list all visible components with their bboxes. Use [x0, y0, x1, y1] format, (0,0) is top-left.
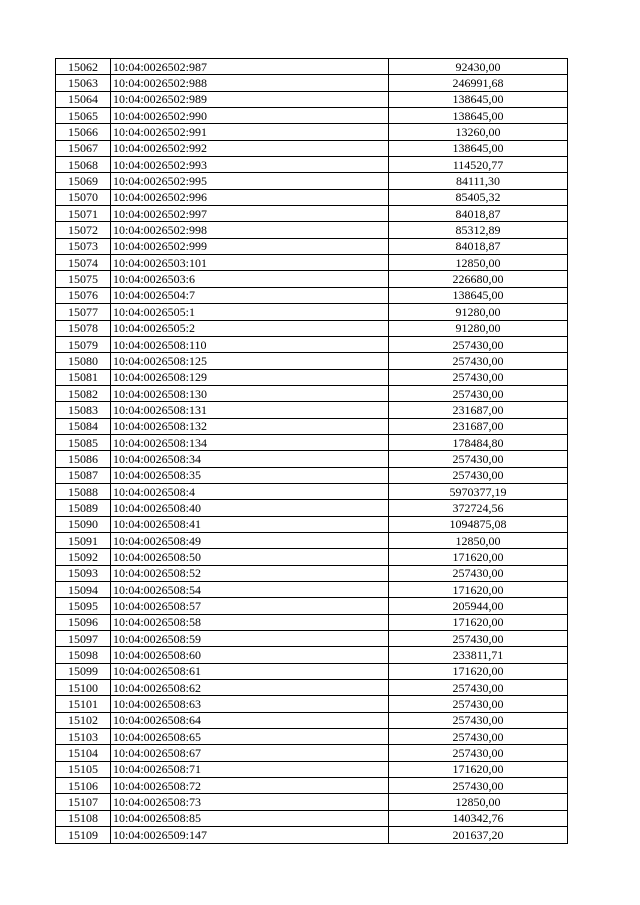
cadastral-number: 10:04:0026502:998: [111, 222, 389, 238]
row-number: 15088: [56, 483, 111, 499]
cadastral-number: 10:04:0026508:35: [111, 467, 389, 483]
table-row: [56, 140, 568, 156]
cadastral-number: 10:04:0026508:71: [111, 761, 389, 777]
table-row: [56, 549, 568, 565]
table-row: [56, 794, 568, 810]
row-number: 15090: [56, 516, 111, 532]
table-row: [56, 467, 568, 483]
row-number: 15098: [56, 647, 111, 663]
value-cell: 231687,00: [389, 402, 568, 418]
value-cell: 257430,00: [389, 712, 568, 728]
row-number: 15083: [56, 402, 111, 418]
value-cell: 12850,00: [389, 255, 568, 271]
table-row: [56, 157, 568, 173]
cadastral-number: 10:04:0026508:65: [111, 729, 389, 745]
table-row: [56, 385, 568, 401]
value-cell: 257430,00: [389, 680, 568, 696]
value-cell: 257430,00: [389, 353, 568, 369]
row-number: 15103: [56, 729, 111, 745]
table-row: [56, 827, 568, 843]
cadastral-number: 10:04:0026502:993: [111, 157, 389, 173]
cadastral-number: 10:04:0026508:110: [111, 336, 389, 352]
row-number: 15093: [56, 565, 111, 581]
table-row: [56, 729, 568, 745]
cadastral-number: 10:04:0026508:64: [111, 712, 389, 728]
row-number: 15089: [56, 500, 111, 516]
cadastral-number: 10:04:0026502:999: [111, 238, 389, 254]
cadastral-number: 10:04:0026508:63: [111, 696, 389, 712]
table-row: [56, 91, 568, 107]
value-cell: 226680,00: [389, 271, 568, 287]
table-row: [56, 696, 568, 712]
value-cell: 12850,00: [389, 794, 568, 810]
row-number: 15065: [56, 108, 111, 124]
cadastral-number: 10:04:0026502:990: [111, 108, 389, 124]
table-row: [56, 124, 568, 140]
cadastral-number: 10:04:0026502:989: [111, 91, 389, 107]
row-number: 15077: [56, 304, 111, 320]
value-cell: 257430,00: [389, 745, 568, 761]
value-cell: 91280,00: [389, 320, 568, 336]
cadastral-number: 10:04:0026502:997: [111, 206, 389, 222]
cadastral-number: 10:04:0026502:992: [111, 140, 389, 156]
cadastral-number: 10:04:0026502:988: [111, 75, 389, 91]
row-number: 15105: [56, 761, 111, 777]
value-cell: 246991,68: [389, 75, 568, 91]
row-number: 15091: [56, 532, 111, 548]
row-number: 15072: [56, 222, 111, 238]
table-row: [56, 516, 568, 532]
value-cell: 257430,00: [389, 467, 568, 483]
table-row: [56, 304, 568, 320]
cadastral-number: 10:04:0026502:996: [111, 189, 389, 205]
cadastral-number: 10:04:0026508:34: [111, 451, 389, 467]
row-number: 15084: [56, 418, 111, 434]
table-row: [56, 206, 568, 222]
value-cell: 257430,00: [389, 385, 568, 401]
cadastral-number: 10:04:0026504:7: [111, 287, 389, 303]
cadastral-number: 10:04:0026508:61: [111, 663, 389, 679]
value-cell: 84018,87: [389, 238, 568, 254]
cadastral-number: 10:04:0026508:57: [111, 598, 389, 614]
table-row: [56, 271, 568, 287]
table-row: [56, 75, 568, 91]
row-number: 15097: [56, 631, 111, 647]
row-number: 15074: [56, 255, 111, 271]
row-number: 15108: [56, 810, 111, 826]
table-row: [56, 532, 568, 548]
value-cell: 1094875,08: [389, 516, 568, 532]
table-row: [56, 745, 568, 761]
cadastral-number: 10:04:0026502:991: [111, 124, 389, 140]
value-cell: 84111,30: [389, 173, 568, 189]
table-row: [56, 189, 568, 205]
table-row: [56, 418, 568, 434]
cadastral-number: 10:04:0026502:987: [111, 59, 389, 75]
row-number: 15086: [56, 451, 111, 467]
table-row: [56, 238, 568, 254]
value-cell: 257430,00: [389, 565, 568, 581]
row-number: 15081: [56, 369, 111, 385]
table-row: [56, 582, 568, 598]
value-cell: 84018,87: [389, 206, 568, 222]
table-row: [56, 255, 568, 271]
value-cell: 138645,00: [389, 140, 568, 156]
value-cell: 85312,89: [389, 222, 568, 238]
cadastral-number: 10:04:0026508:41: [111, 516, 389, 532]
cadastral-number: 10:04:0026508:4: [111, 483, 389, 499]
value-cell: 257430,00: [389, 631, 568, 647]
table-row: [56, 483, 568, 499]
value-cell: 231687,00: [389, 418, 568, 434]
cadastral-number: 10:04:0026508:134: [111, 434, 389, 450]
table-row: [56, 369, 568, 385]
row-number: 15066: [56, 124, 111, 140]
table-row: [56, 451, 568, 467]
table-row: [56, 336, 568, 352]
cadastral-number: 10:04:0026508:49: [111, 532, 389, 548]
table-row: [56, 434, 568, 450]
cadastral-number: 10:04:0026508:59: [111, 631, 389, 647]
cadastral-number: 10:04:0026508:67: [111, 745, 389, 761]
cadastral-number: 10:04:0026508:130: [111, 385, 389, 401]
table-row: [56, 353, 568, 369]
cadastral-table: [55, 58, 568, 844]
table-row: [56, 108, 568, 124]
value-cell: 171620,00: [389, 549, 568, 565]
table-row: [56, 402, 568, 418]
value-cell: 140342,76: [389, 810, 568, 826]
table-row: [56, 59, 568, 75]
value-cell: 257430,00: [389, 696, 568, 712]
row-number: 15109: [56, 827, 111, 843]
row-number: 15079: [56, 336, 111, 352]
table-row: [56, 778, 568, 794]
value-cell: 257430,00: [389, 336, 568, 352]
row-number: 15107: [56, 794, 111, 810]
table-row: [56, 631, 568, 647]
table-row: [56, 647, 568, 663]
row-number: 15070: [56, 189, 111, 205]
cadastral-number: 10:04:0026508:60: [111, 647, 389, 663]
table-row: [56, 614, 568, 630]
row-number: 15095: [56, 598, 111, 614]
row-number: 15102: [56, 712, 111, 728]
row-number: 15080: [56, 353, 111, 369]
cadastral-number: 10:04:0026502:995: [111, 173, 389, 189]
value-cell: 138645,00: [389, 91, 568, 107]
row-number: 15076: [56, 287, 111, 303]
cadastral-number: 10:04:0026508:125: [111, 353, 389, 369]
row-number: 15078: [56, 320, 111, 336]
value-cell: 114520,77: [389, 157, 568, 173]
value-cell: 205944,00: [389, 598, 568, 614]
row-number: 15085: [56, 434, 111, 450]
value-cell: 178484,80: [389, 434, 568, 450]
table-row: [56, 810, 568, 826]
value-cell: 91280,00: [389, 304, 568, 320]
value-cell: 92430,00: [389, 59, 568, 75]
cadastral-number: 10:04:0026508:85: [111, 810, 389, 826]
row-number: 15068: [56, 157, 111, 173]
row-number: 15087: [56, 467, 111, 483]
cadastral-number: 10:04:0026508:54: [111, 582, 389, 598]
value-cell: 257430,00: [389, 729, 568, 745]
row-number: 15075: [56, 271, 111, 287]
row-number: 15099: [56, 663, 111, 679]
value-cell: 13260,00: [389, 124, 568, 140]
cadastral-number: 10:04:0026505:1: [111, 304, 389, 320]
table-row: [56, 761, 568, 777]
row-number: 15063: [56, 75, 111, 91]
value-cell: 138645,00: [389, 108, 568, 124]
row-number: 15082: [56, 385, 111, 401]
row-number: 15071: [56, 206, 111, 222]
row-number: 15096: [56, 614, 111, 630]
table-row: [56, 173, 568, 189]
value-cell: 5970377,19: [389, 483, 568, 499]
cadastral-number: 10:04:0026508:131: [111, 402, 389, 418]
cadastral-number: 10:04:0026503:6: [111, 271, 389, 287]
value-cell: 257430,00: [389, 369, 568, 385]
value-cell: 171620,00: [389, 663, 568, 679]
cadastral-number: 10:04:0026508:62: [111, 680, 389, 696]
table-body: [56, 59, 568, 844]
cadastral-number: 10:04:0026508:58: [111, 614, 389, 630]
row-number: 15073: [56, 238, 111, 254]
table-row: [56, 320, 568, 336]
value-cell: 85405,32: [389, 189, 568, 205]
value-cell: 171620,00: [389, 614, 568, 630]
table-row: [56, 680, 568, 696]
value-cell: 233811,71: [389, 647, 568, 663]
cadastral-number: 10:04:0026508:73: [111, 794, 389, 810]
value-cell: 171620,00: [389, 582, 568, 598]
value-cell: 12850,00: [389, 532, 568, 548]
value-cell: 372724,56: [389, 500, 568, 516]
row-number: 15062: [56, 59, 111, 75]
cadastral-number: 10:04:0026505:2: [111, 320, 389, 336]
row-number: 15067: [56, 140, 111, 156]
value-cell: 138645,00: [389, 287, 568, 303]
table-row: [56, 663, 568, 679]
value-cell: 201637,20: [389, 827, 568, 843]
value-cell: 257430,00: [389, 778, 568, 794]
row-number: 15092: [56, 549, 111, 565]
table-row: [56, 500, 568, 516]
cadastral-number: 10:04:0026508:129: [111, 369, 389, 385]
cadastral-number: 10:04:0026509:147: [111, 827, 389, 843]
cadastral-number: 10:04:0026508:52: [111, 565, 389, 581]
table-row: [56, 712, 568, 728]
cadastral-number: 10:04:0026508:72: [111, 778, 389, 794]
table-row: [56, 565, 568, 581]
table-row: [56, 598, 568, 614]
row-number: 15069: [56, 173, 111, 189]
cadastral-number: 10:04:0026508:50: [111, 549, 389, 565]
row-number: 15094: [56, 582, 111, 598]
cadastral-number: 10:04:0026503:101: [111, 255, 389, 271]
row-number: 15100: [56, 680, 111, 696]
value-cell: 257430,00: [389, 451, 568, 467]
row-number: 15064: [56, 91, 111, 107]
cadastral-number: 10:04:0026508:40: [111, 500, 389, 516]
row-number: 15101: [56, 696, 111, 712]
row-number: 15106: [56, 778, 111, 794]
row-number: 15104: [56, 745, 111, 761]
table-row: [56, 222, 568, 238]
table-row: [56, 287, 568, 303]
value-cell: 171620,00: [389, 761, 568, 777]
cadastral-number: 10:04:0026508:132: [111, 418, 389, 434]
